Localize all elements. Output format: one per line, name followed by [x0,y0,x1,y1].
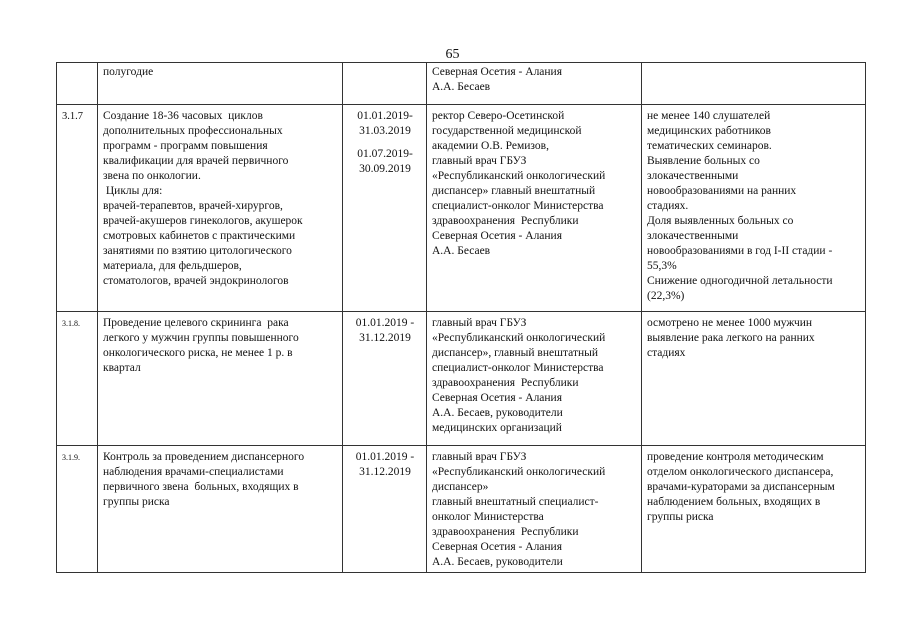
text-line: А.А. Бесаев, руководители [432,407,563,419]
result-cell [642,63,866,105]
text-line: первичного звена больных, входящих в [103,481,299,493]
text-line: 01.01.2019 - [355,451,415,463]
text-line: проведение контроля методическим [647,451,824,463]
text-line: стадиях. [647,200,689,212]
item-number: 3.1.8. [57,312,98,446]
text-line: новообразованиями в год I-II стадии - [647,245,833,257]
text-line: (22,3%) [647,290,685,302]
text-line: занятиями по взятию цитологического [103,245,292,257]
page-number: 65 [445,47,460,62]
text-line: врачами-кураторами за диспансерным [647,481,835,493]
text-line: квартал [103,362,141,374]
table-row [57,312,866,446]
responsible-cell [427,63,642,105]
text-line: 30.09.2019 [359,163,411,175]
text-line: врачей-терапевтов, врачей-хирургов, [103,200,283,212]
text-line: отделом онкологического диспансера, [647,466,834,478]
text-line: диспансер» главный внештатный [432,185,596,197]
text-line: А.А. Бесаев [432,245,491,257]
text-line: Северная Осетия - Алания [432,66,563,78]
text-line: ректор Северо-Осетинской [432,110,565,122]
text-line: программ - программ повышения [103,140,268,152]
result-cell [642,105,866,312]
text-line: Доля выявленных больных со [647,215,794,227]
text-line: диспансер» [432,481,489,493]
text-line: злокачественными [647,170,739,182]
text-line: Выявление больных со [647,155,760,167]
period-cell [343,446,427,573]
text-line: здравоохранения Республики [432,377,579,389]
text-line: Северная Осетия - Алания [432,230,563,242]
text-line: 31.03.2019 [359,125,411,137]
period-cell [343,63,427,105]
table-row [57,63,866,105]
text-line: А.А. Бесаев [432,81,491,93]
text-line: группы риска [647,511,714,523]
text-line: онколог Министерства [432,511,544,523]
text-line: Контроль за проведением диспансерного [103,451,305,463]
text-line: онкологического риска, не менее 1 р. в [103,347,293,359]
text-line: А.А. Бесаев, руководители [432,556,563,568]
text-line: Северная Осетия - Алания [432,392,563,404]
text-line: группы риска [103,496,170,508]
text-line: стадиях [647,347,686,359]
responsible-cell [427,446,642,573]
text-line: дополнительных профессиональных [103,125,283,137]
text-line: квалификации для врачей первичного [103,155,289,167]
text-line: Северная Осетия - Алания [432,541,563,553]
text-line: 01.01.2019 - [355,317,415,329]
text-line: звена по онкологии. [103,170,201,182]
action-cell [98,312,343,446]
text-line: не менее 140 слушателей [647,110,771,122]
item-number: 3.1.9. [57,446,98,573]
text-line: осмотрено не менее 1000 мужчин [647,317,813,329]
text-line: специалист-онколог Министерства [432,362,604,374]
text-line: главный врач ГБУЗ [432,317,527,329]
text-line: новообразованиями на ранних [647,185,797,197]
text-line: 31.12.2019 [359,332,411,344]
result-cell [642,446,866,573]
table-row [57,446,866,573]
table-row [57,105,866,312]
text-line: Проведение целевого скрининга рака [103,317,289,329]
text-line: Циклы для: [103,185,163,197]
action-cell [98,63,343,105]
text-line: диспансер», главный внештатный [432,347,599,359]
text-line: главный внештатный специалист- [432,496,599,508]
action-cell [98,446,343,573]
text-line: здравоохранения Республики [432,215,579,227]
item-number [57,63,98,105]
responsible-cell [427,105,642,312]
text-line: медицинских организаций [432,422,562,434]
text-line: медицинских работников [647,125,771,137]
text-line: государственной медицинской [432,125,582,137]
text-line: 01.07.2019- [357,148,413,160]
text-line: «Республиканский онкологический [432,466,606,478]
text-line: материала, для фельдшеров, [103,260,242,272]
text-line: «Республиканский онкологический [432,332,606,344]
text-line: наблюдения врачами-специалистами [103,466,284,478]
spacer [348,139,422,147]
text-line: легкого у мужчин группы повышенного [103,332,299,344]
text-line: здравоохранения Республики [432,526,579,538]
text-line: врачей-акушеров гинекологов, акушерок [103,215,303,227]
text-line: 31.12.2019 [359,466,411,478]
text-line: выявление рака легкого на ранних [647,332,815,344]
text-line: злокачественными [647,230,739,242]
text-line: стоматологов, врачей эндокринологов [103,275,289,287]
period-cell [343,312,427,446]
text-line: 55,3% [647,260,677,272]
text-line: Снижение одногодичной летальности [647,275,833,287]
text-line: тематических семинаров. [647,140,772,152]
result-cell [642,312,866,446]
responsible-cell [427,312,642,446]
text-line: 01.01.2019- [357,110,413,122]
text-line: главный врач ГБУЗ [432,451,527,463]
text-line: главный врач ГБУЗ [432,155,527,167]
text-line: «Республиканский онкологический [432,170,606,182]
text-line: Создание 18-36 часовых циклов [103,110,263,122]
text-line: академии О.В. Ремизов, [432,140,549,152]
text-line: наблюдением больных, входящих в [647,496,821,508]
text-line: специалист-онколог Министерства [432,200,604,212]
period-cell [343,105,427,312]
text-line: смотровых кабинетов с практическими [103,230,296,242]
plan-table [56,62,866,573]
action-cell [98,105,343,312]
item-number: 3.1.7 [57,105,98,312]
text-line: полугодие [103,66,154,78]
